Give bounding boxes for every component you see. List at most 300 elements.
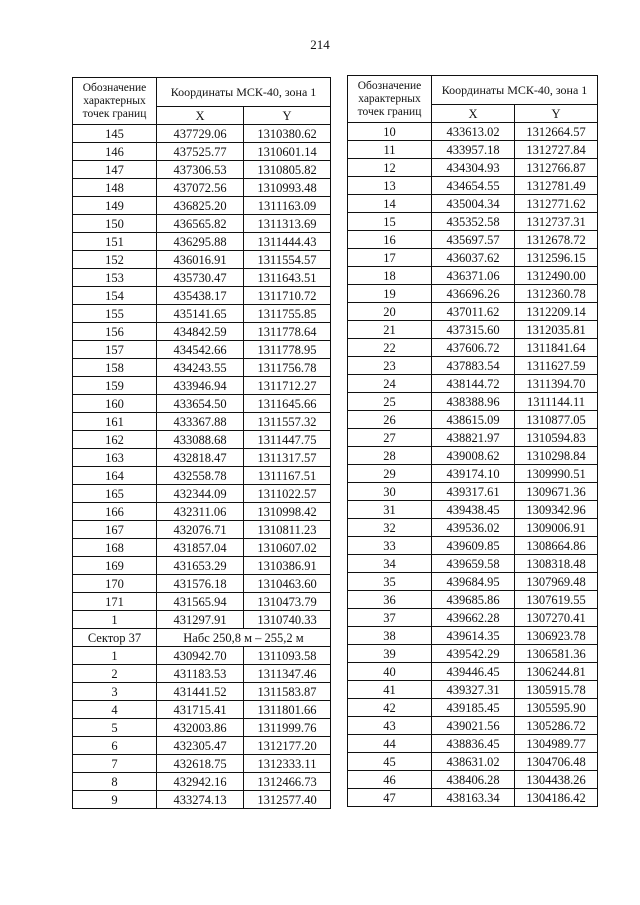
x-column-header: X: [157, 107, 244, 125]
point-number-cell: 10: [348, 123, 432, 141]
y-coordinate-cell: 1312727.84: [515, 141, 598, 159]
table-row: [348, 645, 598, 663]
point-number-cell: 170: [73, 575, 157, 593]
y-coordinate-cell: 1311710.72: [244, 287, 331, 305]
x-coordinate-cell: 433274.13: [157, 791, 244, 809]
table-row: [73, 647, 331, 665]
point-number-cell: 152: [73, 251, 157, 269]
table-row: [73, 503, 331, 521]
table-row: [73, 341, 331, 359]
x-coordinate-cell: 439542.29: [432, 645, 515, 663]
x-coordinate-cell: 435730.47: [157, 269, 244, 287]
y-coordinate-cell: 1310463.60: [244, 575, 331, 593]
y-coordinate-cell: 1312360.78: [515, 285, 598, 303]
point-number-cell: 45: [348, 753, 432, 771]
designation-header: Обозначение характерных точек границ: [73, 78, 157, 125]
point-number-cell: 7: [73, 755, 157, 773]
point-number-cell: 166: [73, 503, 157, 521]
table-row: [73, 143, 331, 161]
table-row: [348, 501, 598, 519]
x-coordinate-cell: 432618.75: [157, 755, 244, 773]
x-coordinate-cell: 436295.88: [157, 233, 244, 251]
x-coordinate-cell: 439021.56: [432, 717, 515, 735]
point-number-cell: 4: [73, 701, 157, 719]
y-coordinate-cell: 1310298.84: [515, 447, 598, 465]
x-coordinate-cell: 432076.71: [157, 521, 244, 539]
y-coordinate-cell: 1311167.51: [244, 467, 331, 485]
x-coordinate-cell: 433367.88: [157, 413, 244, 431]
point-number-cell: 148: [73, 179, 157, 197]
point-number-cell: 153: [73, 269, 157, 287]
table-row: [348, 231, 598, 249]
point-number-cell: 34: [348, 555, 432, 573]
point-number-cell: 146: [73, 143, 157, 161]
x-coordinate-cell: 432942.16: [157, 773, 244, 791]
y-column-header: Y: [515, 105, 598, 123]
y-coordinate-cell: 1308318.48: [515, 555, 598, 573]
left-coordinates-table: [72, 77, 331, 809]
point-number-cell: 163: [73, 449, 157, 467]
point-number-cell: 16: [348, 231, 432, 249]
table-row: [348, 771, 598, 789]
y-coordinate-cell: 1311841.64: [515, 339, 598, 357]
point-number-cell: 24: [348, 375, 432, 393]
table-row: [348, 177, 598, 195]
sector-label: Сектор 37: [73, 629, 157, 647]
table-row: [73, 611, 331, 629]
point-number-cell: 17: [348, 249, 432, 267]
table-row: [73, 683, 331, 701]
x-coordinate-cell: 436016.91: [157, 251, 244, 269]
y-coordinate-cell: 1308664.86: [515, 537, 598, 555]
x-coordinate-cell: 437729.06: [157, 125, 244, 143]
table-row: [348, 537, 598, 555]
point-number-cell: 2: [73, 665, 157, 683]
table-row: [73, 539, 331, 557]
y-coordinate-cell: 1304186.42: [515, 789, 598, 807]
table-row: [348, 609, 598, 627]
table-row: [73, 359, 331, 377]
y-coordinate-cell: 1305595.90: [515, 699, 598, 717]
y-coordinate-cell: 1310380.62: [244, 125, 331, 143]
point-number-cell: 154: [73, 287, 157, 305]
y-coordinate-cell: 1311093.58: [244, 647, 331, 665]
point-number-cell: 156: [73, 323, 157, 341]
x-coordinate-cell: 439008.62: [432, 447, 515, 465]
table-row: [348, 627, 598, 645]
table-row: [348, 123, 598, 141]
point-number-cell: 36: [348, 591, 432, 609]
x-coordinate-cell: 436037.62: [432, 249, 515, 267]
table-row: [348, 303, 598, 321]
y-coordinate-cell: 1305915.78: [515, 681, 598, 699]
point-number-cell: 33: [348, 537, 432, 555]
x-coordinate-cell: 435438.17: [157, 287, 244, 305]
y-coordinate-cell: 1310811.23: [244, 521, 331, 539]
point-number-cell: 155: [73, 305, 157, 323]
point-number-cell: 167: [73, 521, 157, 539]
table-row: [348, 735, 598, 753]
y-coordinate-cell: 1312771.62: [515, 195, 598, 213]
x-coordinate-cell: 431857.04: [157, 539, 244, 557]
y-coordinate-cell: 1310386.91: [244, 557, 331, 575]
x-coordinate-cell: 437306.53: [157, 161, 244, 179]
x-coordinate-cell: 433613.02: [432, 123, 515, 141]
table-row: [348, 285, 598, 303]
table-row: [73, 665, 331, 683]
y-coordinate-cell: 1311712.27: [244, 377, 331, 395]
y-coordinate-cell: 1312333.11: [244, 755, 331, 773]
table-row: [348, 753, 598, 771]
x-coordinate-cell: 431183.53: [157, 665, 244, 683]
point-number-cell: 1: [73, 647, 157, 665]
point-number-cell: 32: [348, 519, 432, 537]
point-number-cell: 41: [348, 681, 432, 699]
table-row: [73, 377, 331, 395]
x-coordinate-cell: 431653.29: [157, 557, 244, 575]
y-coordinate-cell: 1311554.57: [244, 251, 331, 269]
y-coordinate-cell: 1311756.78: [244, 359, 331, 377]
table-row: [73, 197, 331, 215]
point-number-cell: 21: [348, 321, 432, 339]
table-row: [348, 717, 598, 735]
y-coordinate-cell: 1304706.48: [515, 753, 598, 771]
point-number-cell: 46: [348, 771, 432, 789]
x-coordinate-cell: 432344.09: [157, 485, 244, 503]
y-coordinate-cell: 1304989.77: [515, 735, 598, 753]
x-coordinate-cell: 437606.72: [432, 339, 515, 357]
table-row: [73, 521, 331, 539]
y-column-header: Y: [244, 107, 331, 125]
x-coordinate-cell: 435004.34: [432, 195, 515, 213]
table-row: [73, 701, 331, 719]
right-table-body: [348, 123, 598, 807]
table-row: [73, 593, 331, 611]
x-coordinate-cell: 436565.82: [157, 215, 244, 233]
point-number-cell: 169: [73, 557, 157, 575]
x-coordinate-cell: 434542.66: [157, 341, 244, 359]
table-row: [348, 393, 598, 411]
point-number-cell: 9: [73, 791, 157, 809]
y-coordinate-cell: 1311347.46: [244, 665, 331, 683]
point-number-cell: 15: [348, 213, 432, 231]
y-coordinate-cell: 1312766.87: [515, 159, 598, 177]
y-coordinate-cell: 1310607.02: [244, 539, 331, 557]
table-row: [348, 573, 598, 591]
table-row: [348, 411, 598, 429]
point-number-cell: 12: [348, 159, 432, 177]
table-row: [73, 413, 331, 431]
y-coordinate-cell: 1311645.66: [244, 395, 331, 413]
x-coordinate-cell: 439185.45: [432, 699, 515, 717]
table-row: [73, 485, 331, 503]
point-number-cell: 3: [73, 683, 157, 701]
y-coordinate-cell: 1311313.69: [244, 215, 331, 233]
left-table-body: [73, 125, 331, 809]
table-row: [348, 519, 598, 537]
y-coordinate-cell: 1306581.36: [515, 645, 598, 663]
x-coordinate-cell: 434243.55: [157, 359, 244, 377]
x-coordinate-cell: 439446.45: [432, 663, 515, 681]
table-row: [348, 555, 598, 573]
x-coordinate-cell: 437883.54: [432, 357, 515, 375]
x-coordinate-cell: 432305.47: [157, 737, 244, 755]
y-coordinate-cell: 1312678.72: [515, 231, 598, 249]
point-number-cell: 147: [73, 161, 157, 179]
point-number-cell: 30: [348, 483, 432, 501]
x-coordinate-cell: 432311.06: [157, 503, 244, 521]
x-coordinate-cell: 438821.97: [432, 429, 515, 447]
y-coordinate-cell: 1307619.55: [515, 591, 598, 609]
table-row: [73, 773, 331, 791]
point-number-cell: 20: [348, 303, 432, 321]
y-coordinate-cell: 1311778.64: [244, 323, 331, 341]
x-coordinate-cell: 439317.61: [432, 483, 515, 501]
y-coordinate-cell: 1312490.00: [515, 267, 598, 285]
table-row: [348, 663, 598, 681]
y-coordinate-cell: 1310805.82: [244, 161, 331, 179]
y-coordinate-cell: 1312737.31: [515, 213, 598, 231]
y-coordinate-cell: 1312596.15: [515, 249, 598, 267]
y-coordinate-cell: 1311557.32: [244, 413, 331, 431]
table-row: [73, 395, 331, 413]
point-number-cell: 29: [348, 465, 432, 483]
point-number-cell: 13: [348, 177, 432, 195]
table-row: [348, 483, 598, 501]
right-coordinates-table: [347, 75, 598, 807]
table-row: [73, 431, 331, 449]
x-coordinate-cell: 437011.62: [432, 303, 515, 321]
table-row: [348, 141, 598, 159]
x-coordinate-cell: 438388.96: [432, 393, 515, 411]
x-coordinate-cell: 437525.77: [157, 143, 244, 161]
y-coordinate-cell: 1311643.51: [244, 269, 331, 287]
table-row: [348, 249, 598, 267]
table-row: [348, 357, 598, 375]
table-row: [73, 557, 331, 575]
table-row: [348, 195, 598, 213]
x-coordinate-cell: 434654.55: [432, 177, 515, 195]
x-coordinate-cell: 432558.78: [157, 467, 244, 485]
table-row: [73, 269, 331, 287]
point-number-cell: 19: [348, 285, 432, 303]
table-row: [73, 449, 331, 467]
y-coordinate-cell: 1306923.78: [515, 627, 598, 645]
x-coordinate-cell: 438631.02: [432, 753, 515, 771]
point-number-cell: 39: [348, 645, 432, 663]
table-row: [73, 719, 331, 737]
point-number-cell: 160: [73, 395, 157, 413]
table-row: [348, 465, 598, 483]
point-number-cell: 159: [73, 377, 157, 395]
sector-note: Набс 250,8 м – 255,2 м: [157, 629, 331, 647]
point-number-cell: 162: [73, 431, 157, 449]
point-number-cell: 165: [73, 485, 157, 503]
x-coordinate-cell: 432818.47: [157, 449, 244, 467]
x-coordinate-cell: 433654.50: [157, 395, 244, 413]
point-number-cell: 35: [348, 573, 432, 591]
y-coordinate-cell: 1310998.42: [244, 503, 331, 521]
table-row: [73, 575, 331, 593]
x-coordinate-cell: 439174.10: [432, 465, 515, 483]
y-coordinate-cell: 1309006.91: [515, 519, 598, 537]
y-coordinate-cell: 1310601.14: [244, 143, 331, 161]
table-row: [73, 467, 331, 485]
point-number-cell: 5: [73, 719, 157, 737]
x-column-header: X: [432, 105, 515, 123]
x-coordinate-cell: 439536.02: [432, 519, 515, 537]
table-row: [73, 755, 331, 773]
y-coordinate-cell: 1306244.81: [515, 663, 598, 681]
x-coordinate-cell: 438144.72: [432, 375, 515, 393]
table-row: [348, 789, 598, 807]
x-coordinate-cell: 437315.60: [432, 321, 515, 339]
point-number-cell: 157: [73, 341, 157, 359]
table-row: [348, 321, 598, 339]
x-coordinate-cell: 433088.68: [157, 431, 244, 449]
x-coordinate-cell: 433957.18: [432, 141, 515, 159]
designation-header: Обозначение характерных точек границ: [348, 76, 432, 123]
point-number-cell: 150: [73, 215, 157, 233]
point-number-cell: 38: [348, 627, 432, 645]
table-row: [348, 429, 598, 447]
y-coordinate-cell: 1311444.43: [244, 233, 331, 251]
x-coordinate-cell: 437072.56: [157, 179, 244, 197]
x-coordinate-cell: 431565.94: [157, 593, 244, 611]
y-coordinate-cell: 1312209.14: [515, 303, 598, 321]
y-coordinate-cell: 1309671.36: [515, 483, 598, 501]
point-number-cell: 40: [348, 663, 432, 681]
x-coordinate-cell: 436371.06: [432, 267, 515, 285]
point-number-cell: 171: [73, 593, 157, 611]
y-coordinate-cell: 1311755.85: [244, 305, 331, 323]
table-row: [348, 699, 598, 717]
x-coordinate-cell: 432003.86: [157, 719, 244, 737]
point-number-cell: 18: [348, 267, 432, 285]
x-coordinate-cell: 439662.28: [432, 609, 515, 627]
table-row: [348, 447, 598, 465]
y-coordinate-cell: 1311163.09: [244, 197, 331, 215]
x-coordinate-cell: 433946.94: [157, 377, 244, 395]
table-row: [348, 591, 598, 609]
y-coordinate-cell: 1309342.96: [515, 501, 598, 519]
point-number-cell: 1: [73, 611, 157, 629]
point-number-cell: 149: [73, 197, 157, 215]
coordinates-header: Координаты МСК-40, зона 1: [432, 76, 598, 105]
y-coordinate-cell: 1312035.81: [515, 321, 598, 339]
x-coordinate-cell: 435141.65: [157, 305, 244, 323]
y-coordinate-cell: 1311144.11: [515, 393, 598, 411]
x-coordinate-cell: 430942.70: [157, 647, 244, 665]
point-number-cell: 43: [348, 717, 432, 735]
y-coordinate-cell: 1304438.26: [515, 771, 598, 789]
point-number-cell: 164: [73, 467, 157, 485]
point-number-cell: 168: [73, 539, 157, 557]
x-coordinate-cell: 435697.57: [432, 231, 515, 249]
x-coordinate-cell: 439614.35: [432, 627, 515, 645]
x-coordinate-cell: 434304.93: [432, 159, 515, 177]
table-row: [348, 159, 598, 177]
point-number-cell: 158: [73, 359, 157, 377]
point-number-cell: 42: [348, 699, 432, 717]
x-coordinate-cell: 434842.59: [157, 323, 244, 341]
y-coordinate-cell: 1311583.87: [244, 683, 331, 701]
x-coordinate-cell: 439609.85: [432, 537, 515, 555]
y-coordinate-cell: 1311778.95: [244, 341, 331, 359]
table-row: [73, 179, 331, 197]
table-row: [73, 791, 331, 809]
point-number-cell: 145: [73, 125, 157, 143]
y-coordinate-cell: 1307270.41: [515, 609, 598, 627]
x-coordinate-cell: 439659.58: [432, 555, 515, 573]
point-number-cell: 151: [73, 233, 157, 251]
point-number-cell: 6: [73, 737, 157, 755]
x-coordinate-cell: 439685.86: [432, 591, 515, 609]
x-coordinate-cell: 435352.58: [432, 213, 515, 231]
point-number-cell: 25: [348, 393, 432, 411]
y-coordinate-cell: 1311801.66: [244, 701, 331, 719]
x-coordinate-cell: 438163.34: [432, 789, 515, 807]
y-coordinate-cell: 1310473.79: [244, 593, 331, 611]
table-row: [73, 125, 331, 143]
table-row: [73, 305, 331, 323]
x-coordinate-cell: 436696.26: [432, 285, 515, 303]
y-coordinate-cell: 1311317.57: [244, 449, 331, 467]
coordinates-header: Координаты МСК-40, зона 1: [157, 78, 331, 107]
y-coordinate-cell: 1310594.83: [515, 429, 598, 447]
y-coordinate-cell: 1310740.33: [244, 611, 331, 629]
point-number-cell: 8: [73, 773, 157, 791]
table-row: [73, 287, 331, 305]
table-row: [348, 375, 598, 393]
page-number: 214: [310, 37, 330, 52]
y-coordinate-cell: 1312577.40: [244, 791, 331, 809]
point-number-cell: 47: [348, 789, 432, 807]
point-number-cell: 37: [348, 609, 432, 627]
x-coordinate-cell: 431576.18: [157, 575, 244, 593]
y-coordinate-cell: 1307969.48: [515, 573, 598, 591]
point-number-cell: 31: [348, 501, 432, 519]
y-coordinate-cell: 1312664.57: [515, 123, 598, 141]
y-coordinate-cell: 1312466.73: [244, 773, 331, 791]
y-coordinate-cell: 1311394.70: [515, 375, 598, 393]
table-row: [73, 215, 331, 233]
x-coordinate-cell: 436825.20: [157, 197, 244, 215]
x-coordinate-cell: 438615.09: [432, 411, 515, 429]
point-number-cell: 26: [348, 411, 432, 429]
table-row: [73, 233, 331, 251]
x-coordinate-cell: 439684.95: [432, 573, 515, 591]
table-row: [348, 213, 598, 231]
point-number-cell: 14: [348, 195, 432, 213]
y-coordinate-cell: 1312177.20: [244, 737, 331, 755]
table-row: [73, 323, 331, 341]
x-coordinate-cell: 439438.45: [432, 501, 515, 519]
sector-row: [73, 629, 331, 647]
table-row: [73, 251, 331, 269]
table-row: [348, 339, 598, 357]
point-number-cell: 11: [348, 141, 432, 159]
table-row: [348, 267, 598, 285]
y-coordinate-cell: 1305286.72: [515, 717, 598, 735]
point-number-cell: 161: [73, 413, 157, 431]
x-coordinate-cell: 431441.52: [157, 683, 244, 701]
y-coordinate-cell: 1310993.48: [244, 179, 331, 197]
y-coordinate-cell: 1312781.49: [515, 177, 598, 195]
x-coordinate-cell: 431297.91: [157, 611, 244, 629]
point-number-cell: 44: [348, 735, 432, 753]
x-coordinate-cell: 438836.45: [432, 735, 515, 753]
